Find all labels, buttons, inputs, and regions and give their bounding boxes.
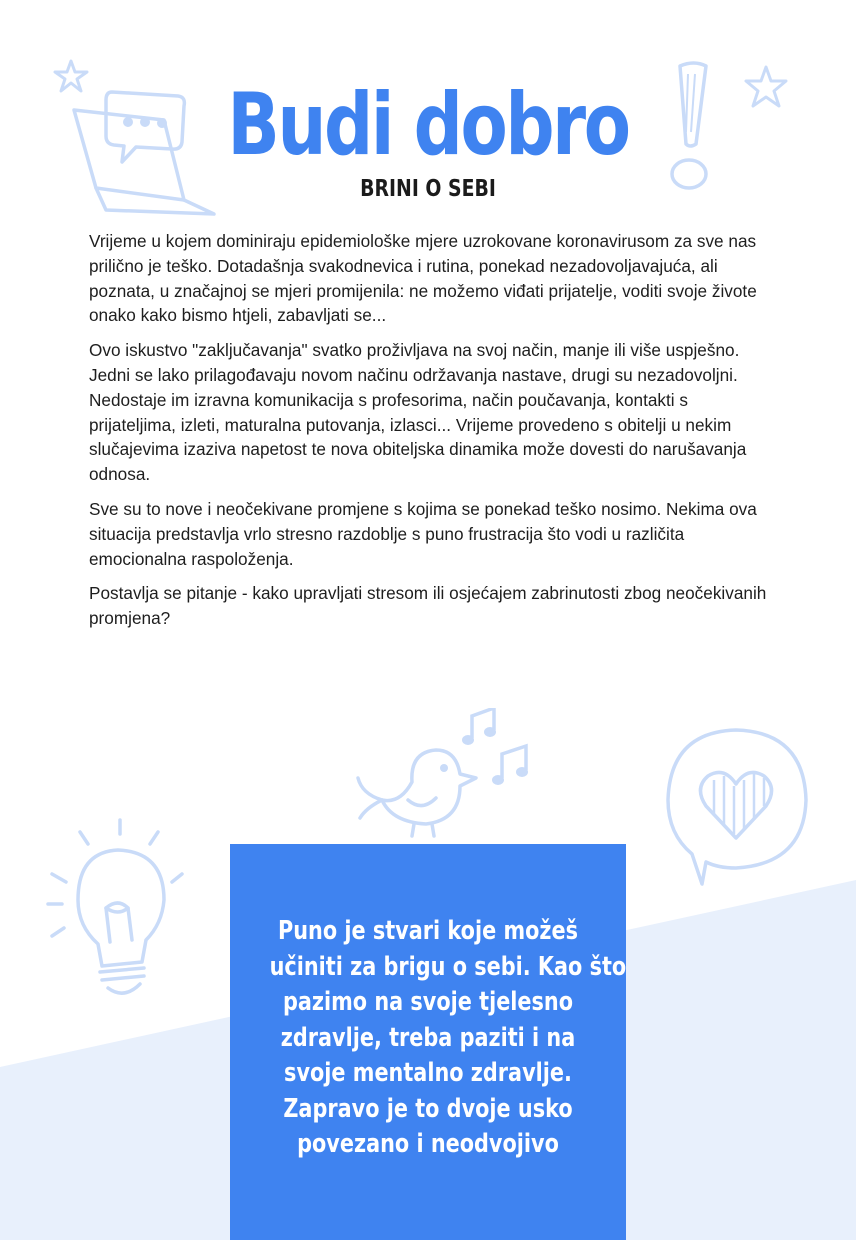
page-title: Budi dobro xyxy=(227,75,629,175)
paragraph: Sve su to nove i neočekivane promjene s kojima se ponekad teško nosimo. Nekima ova situacija predstavlja vrlo stresno razdoblje s puno frustracija što vodi u različita emocionalna raspoloženja. xyxy=(89,498,757,569)
callout-box xyxy=(230,844,626,1240)
callout-line: učiniti za brigu o sebi. Kao što xyxy=(269,951,627,982)
callout-line: Zapravo je to dvoje usko xyxy=(283,1093,573,1124)
callout-line: Puno je stvari koje možeš xyxy=(277,916,579,946)
callout-line: zdravlje, treba paziti i na xyxy=(280,1022,576,1053)
heart-bubble-icon xyxy=(662,726,812,888)
page-subtitle: BRINI O SEBI xyxy=(360,176,496,202)
callout-line: pazimo na svoje tjelesno xyxy=(282,987,574,1017)
paragraph: Ovo iskustvo "zaključavanja" svatko proživljava na svoj način, manje ili više uspješno. Jedni se lako prilagođavaju novom načinu održavanja nastave, drugi su nezadovoljni. Nedostaje im izravna komunikacija s profesorima, način poučavanja, kontakti s prijateljima, izleti, maturalna putovanja, izlasci... Vrijeme provedeno s obitelji u nekim slučajevima izaziva napetost te nova obiteljska dinamika može dovesti do narušavanja odnosa. xyxy=(89,340,747,485)
callout-line: svoje mentalno zdravlje. xyxy=(284,1058,572,1088)
callout-text xyxy=(269,914,627,1163)
callout-line: povezano i neodvojivo xyxy=(297,1129,559,1159)
article-body xyxy=(89,229,773,641)
bird-icon xyxy=(352,708,542,848)
paragraph: Postavlja se pitanje - kako upravljati stresom ili osjećajem zabrinutosti zbog neočekivanih promjena? xyxy=(89,583,767,629)
paragraph: Vrijeme u kojem dominiraju epidemiološke mjere uzrokovane koronavirusom za sve nas prilično je teško. Dotadašnja svakodnevica i rutina, ponekad nezadovoljavajuća, ali poznata, u značajnoj se mjeri promijenila: ne možemo viđati prijatelje, voditi svoje živote onako kako bismo htjeli, zabavljati se... xyxy=(89,231,757,326)
light-bulb-icon xyxy=(40,812,190,1002)
